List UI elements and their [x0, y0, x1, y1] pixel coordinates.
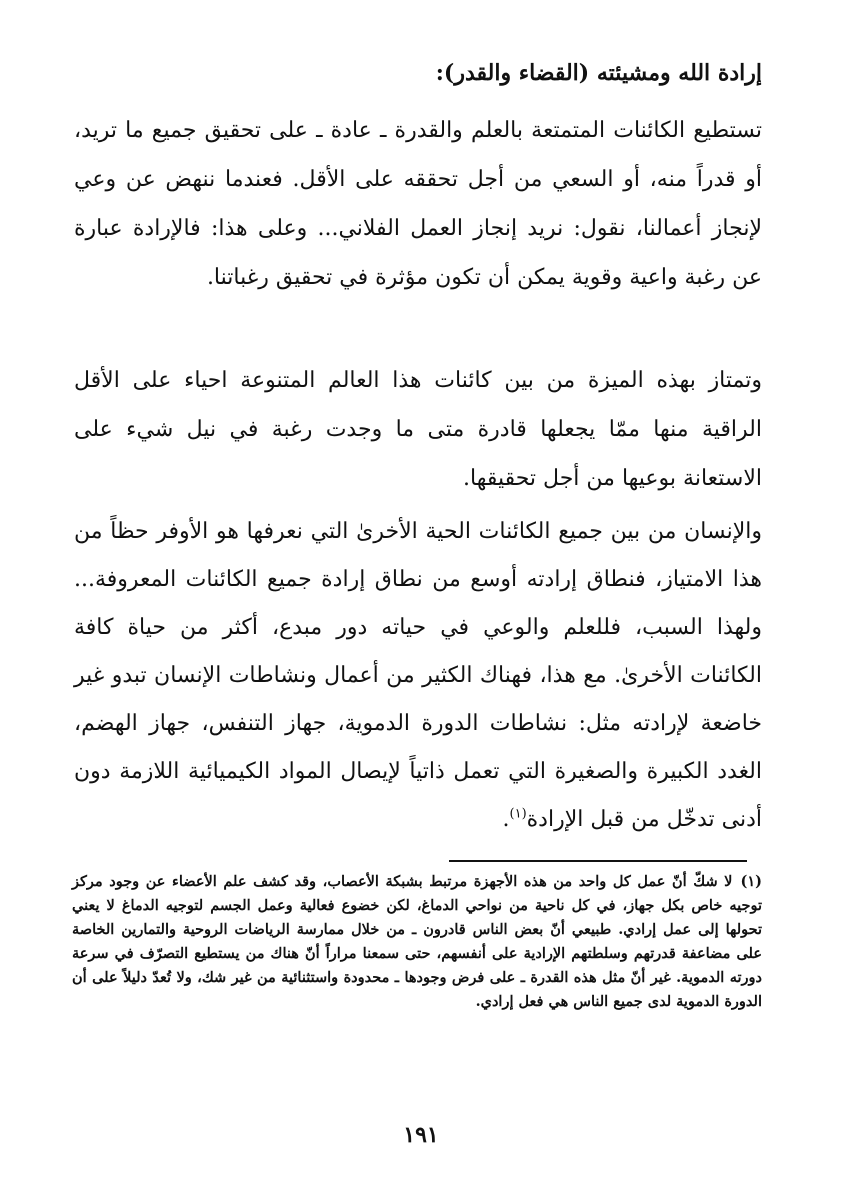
paragraph-3-text: والإنسان من بين جميع الكائنات الحية الأخرىٰ التي نعرفها هو الأوفر حظاً من هذا الامتياز، فنطاق إرادته أوسع من نطاق إرادة جميع الكائنات المعروفة... ولهذا السبب، فللعلم والوعي في حياته دور مبدع، أكثر من حياة كافة الكائنات الأخرىٰ. مع هذا، فهناك الكثير من أعمال ونشاطات الإنسان تبدو غير خاضعة لإرادته مثل: نشاطات الدورة الدموية، جهاز التنفس، جهاز الهضم، الغدد الكبيرة والصغيرة التي تعمل ذاتياً لإيصال المواد الكيميائية اللازمة دون أدنى تدخّل من قبل الإرادة — [74, 519, 762, 832]
footnote-marker: (١) — [740, 873, 762, 890]
paragraph-2: وتمتاز بهذه الميزة من بين كائنات هذا العالم المتنوعة احياء على الأقل الراقية منها ممّا يجعلها قادرة متى ما وجدت رغبة في نيل شيء على الاستعانة بوعيها من أجل تحقيقها. — [74, 368, 762, 491]
page-number: ١٩١ — [403, 1122, 439, 1148]
footnote-separator — [449, 860, 747, 862]
footnote — [72, 870, 762, 1014]
section-heading: إرادة الله ومشيئته (القضاء والقدر): — [435, 60, 762, 86]
paragraph-3: والإنسان من بين جميع الكائنات الحية الأخرىٰ التي نعرفها هو الأوفر حظاً من هذا الامتياز، فنطاق إرادته أوسع من نطاق إرادة جميع الكائنات المعروفة... ولهذا السبب، فللعلم والوعي في حياته دور مبدع، أكثر من حياة كافة الكائنات الأخرىٰ. مع هذا، فهناك الكثير من أعمال ونشاطات الإنسان تبدو غير خاضعة لإرادته مثل: نشاطات الدورة الدموية، جهاز التنفس، جهاز الهضم، الغدد الكبيرة والصغيرة التي تعمل ذاتياً لإيصال المواد الكيميائية اللازمة دون أدنى تدخّل من قبل الإرادة$^{(١)}$. — [74, 519, 762, 832]
paragraph-1: تستطيع الكائنات المتمتعة بالعلم والقدرة ـ عادة ـ على تحقيق جميع ما تريد، أو قدراً منه، أو السعي من أجل تحققه على الأقل. فعندما ننهض عن وعي لإنجاز أعمالنا، نقول: نريد إنجاز العمل الفلاني... وعلى هذا: فالإرادة عبارة عن رغبة واعية وقوية يمكن أن تكون مؤثرة في تحقيق رغباتنا. — [74, 118, 762, 290]
footnote-text: لا شكّ أنّ عمل كل واحد من هذه الأجهزة مرتبط بشبكة الأعصاب، وقد كشف علم الأعضاء عن وجود مركز توجيه خاص بكل جهاز، في كل ناحية من نواحي الدماغ، لكن خضوع فعالية وعمل الجسم لتوجيه الدماغ لا يعني تحولها إلى عمل إرادي. طبيعي أنّ بعض الناس قادرون ـ من خلال ممارسة الرياضات الروحية والتمارين الخاصة على مضاعفة قدرتهم وسلطتهم الإرادية على أنفسهم، حتى سمعنا مراراً أنّ هناك من يستطيع التصرّف في سرعة دورته الدموية. غير أنّ مثل هذه القدرة ـ على فرض وجودها ـ محدودة واستثنائية من غير شك، ولا تُعدّ دليلاً على أن الدورة الدموية لدى جميع الناس هي فعل إرادي. — [72, 873, 762, 1010]
footnote-reference: (١) — [509, 806, 527, 822]
